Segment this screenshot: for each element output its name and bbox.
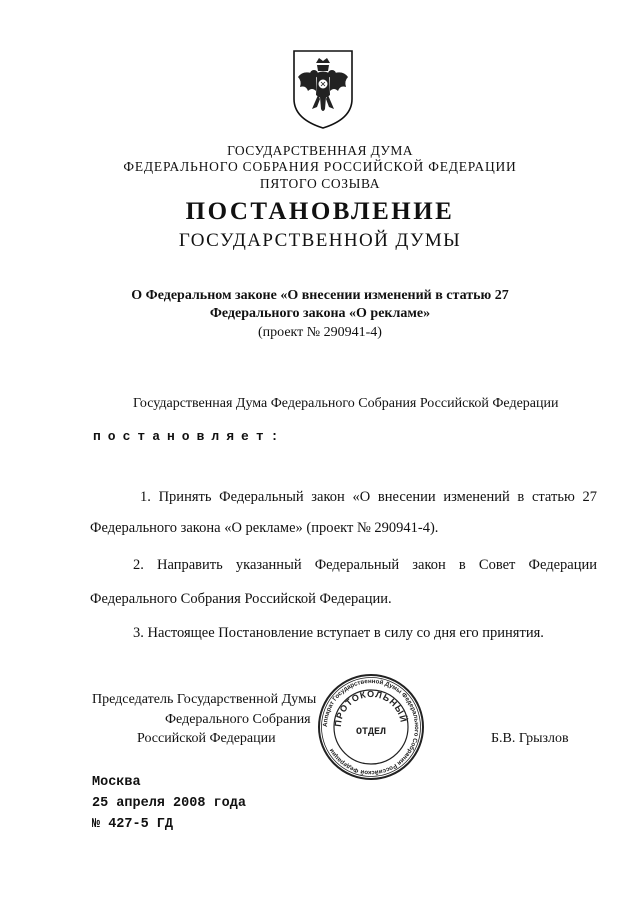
org-name-line2: ФЕДЕРАЛЬНОГО СОБРАНИЯ РОССИЙСКОЙ ФЕДЕРАЦИИ [123,159,517,174]
item-1-line1: 1. Принять Федеральный закон «О внесении изменений в статью 27 [140,489,597,505]
subject-line1: О Федеральном законе «О внесении изменений в статью 27 [131,288,509,303]
org-name-line1: ГОСУДАРСТВЕННАЯ ДУМА [227,143,413,158]
document-date: 25 апреля 2008 года [92,796,246,811]
seal-outer-text: Аппарат Государственной Думы Федерального Собрания Российской Федерации [321,677,421,777]
preamble: Государственная Дума Федерального Собрания Российской Федерации [133,396,559,411]
item-1-line2: Федерального закона «О рекламе» (проект № 290941-4). [90,520,439,536]
document-number: № 427-5 ГД [92,817,174,832]
item-2-line1: 2. Направить указанный Федеральный закон в Совет Федерации [133,557,597,573]
seal-inner-text: ПРОТОКОЛЬНЫЙ [332,688,409,728]
document-subtitle: ГОСУДАРСТВЕННОЙ ДУМЫ [178,230,462,251]
item-2-line2: Федерального Собрания Российской Федерации. [90,591,392,607]
signature-title-line3: Российской Федерации [137,731,276,746]
convocation: ПЯТОГО СОЗЫВА [259,176,381,191]
signer-name: Б.В. Грызлов [491,731,569,746]
resolves-keyword: постановляет: [93,429,286,444]
project-number: (проект № 290941-4) [258,325,382,340]
coat-of-arms-icon [290,47,356,131]
item-3: 3. Настоящее Постановление вступает в силу со дня его принятия. [133,625,544,641]
signature-title-line1: Председатель Государственной Думы [92,692,317,707]
city: Москва [92,775,141,790]
official-seal [316,672,426,782]
seal-center-text: ОТДЕЛ [355,727,387,738]
signature-title-line2: Федерального Собрания [165,712,311,727]
document-title: ПОСТАНОВЛЕНИЕ [185,198,455,225]
subject-line2: Федерального закона «О рекламе» [209,306,431,321]
